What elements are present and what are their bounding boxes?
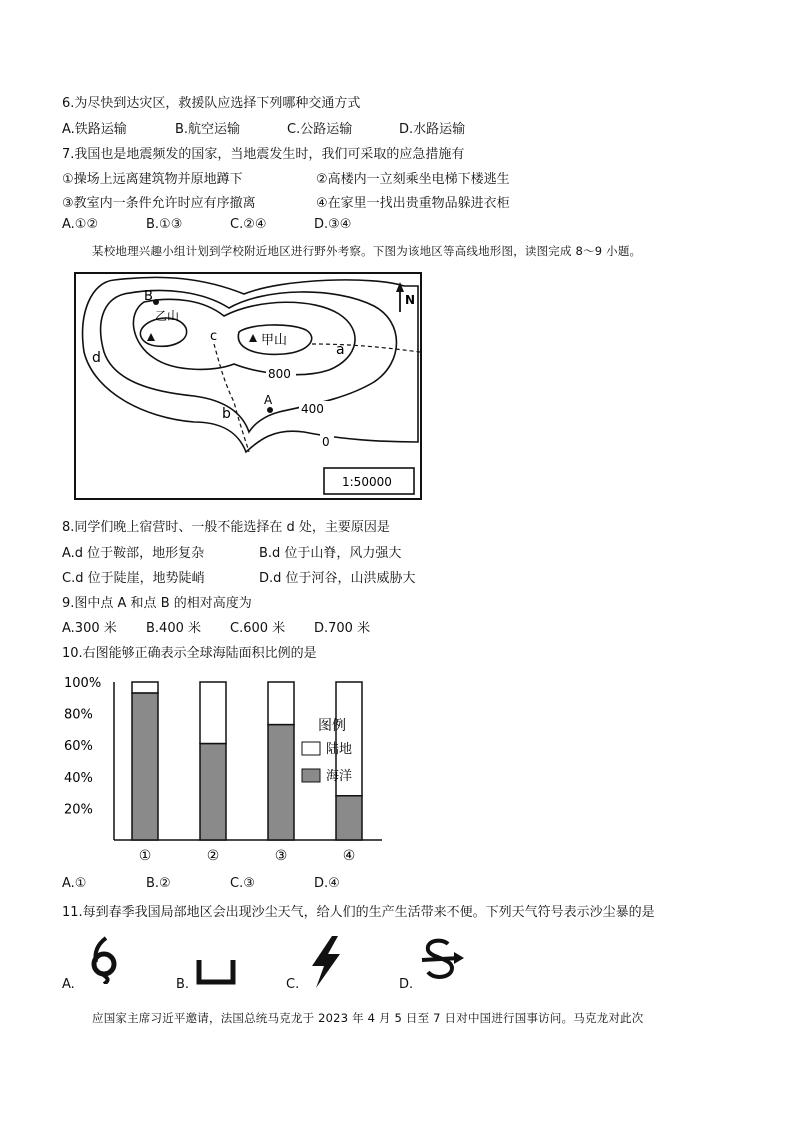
typhoon-icon	[84, 934, 124, 984]
q7-option-a[interactable]: A.①②	[62, 217, 99, 232]
intro-8-9: 某校地理兴趣小组计划到学校附近地区进行野外考察。下图为该地区等高线地形图，读图完成 8～9 小题。	[92, 244, 642, 258]
y-tick-label: 20%	[64, 802, 93, 818]
q7-statement-3: ③教室内一条件允许时应有序撤离	[62, 196, 256, 211]
q11-option-b[interactable]: B.	[176, 977, 190, 992]
q8-option-d[interactable]: D.d 位于河谷，山洪威胁大	[259, 571, 416, 586]
category-label: ③	[274, 848, 288, 864]
q11-option-a[interactable]: A.	[62, 977, 75, 992]
q7-option-d[interactable]: D.③④	[314, 217, 352, 232]
bar-land	[268, 682, 294, 725]
contour-label-0: 0	[322, 435, 330, 449]
bar-land	[200, 682, 226, 744]
north-label: N	[405, 293, 416, 307]
q9-option-d[interactable]: D.700 米	[314, 621, 371, 636]
point-b-marker	[153, 299, 159, 305]
q11-option-c[interactable]: C.	[286, 977, 300, 992]
label-b: b	[222, 406, 231, 422]
legend-label-ocean: 海洋	[326, 769, 353, 784]
q7-statement-2: ②高楼内一立刻乘坐电梯下楼逃生	[316, 172, 510, 187]
y-tick-label: 40%	[64, 770, 93, 786]
point-b-label: B	[144, 289, 153, 304]
q6-option-b[interactable]: B.航空运输	[175, 122, 241, 137]
bar-ocean	[200, 744, 226, 840]
label-d: d	[92, 350, 101, 366]
q8-option-c[interactable]: C.d 位于陡崖，地势陡峭	[62, 571, 205, 586]
legend-swatch-ocean	[302, 769, 320, 782]
q8-option-a[interactable]: A.d 位于鞍部，地形复杂	[62, 546, 205, 561]
bar-ocean	[336, 796, 362, 840]
label-c: c	[210, 329, 218, 344]
q6-option-d[interactable]: D.水路运输	[399, 122, 466, 137]
q11-option-d[interactable]: D.	[399, 977, 414, 992]
legend-label-land: 陆地	[326, 742, 353, 757]
snow-cover-icon	[194, 958, 238, 988]
footer-text: 应国家主席习近平邀请，法国总统马克龙于 2023 年 4 月 5 日至 7 日对中国进行国事访问。马克龙对此次	[92, 1011, 644, 1025]
q9-stem: 9.图中点 A 和点 B 的相对高度为	[62, 596, 252, 611]
thunder-icon	[306, 934, 346, 990]
y-tick-label: 100%	[64, 676, 102, 691]
q9-option-c[interactable]: C.600 米	[230, 621, 286, 636]
q6-stem: 6.为尽快到达灾区，救援队应选择下列哪种交通方式	[62, 96, 361, 111]
category-label: ②	[206, 848, 220, 864]
q6-option-c[interactable]: C.公路运输	[287, 122, 353, 137]
y-tick-label: 60%	[64, 739, 93, 755]
q6-option-a[interactable]: A.铁路运输	[62, 122, 127, 137]
y-tick-label: 80%	[64, 707, 93, 723]
q7-statement-4: ④在家里一找出贵重物品躲进衣柜	[316, 196, 510, 211]
q7-statement-1: ①操场上远离建筑物并原地蹲下	[62, 172, 243, 187]
q10-option-d[interactable]: D.④	[314, 876, 340, 891]
q11-stem: 11.每到春季我国局部地区会出现沙尘天气，给人们的生产生活带来不便。下列天气符号表示沙尘暴的是	[62, 905, 655, 920]
label-a: a	[336, 342, 345, 358]
q8-stem: 8.同学们晚上宿营时、一般不能选择在 d 处，主要原因是	[62, 520, 390, 535]
land-sea-bar-chart	[62, 670, 382, 868]
point-a-label: A	[264, 393, 273, 407]
legend-swatch-land	[302, 742, 320, 755]
category-label: ④	[342, 848, 356, 864]
q9-option-b[interactable]: B.400 米	[146, 621, 201, 636]
bar-ocean	[268, 725, 294, 840]
peak-left-label: 乙山	[155, 309, 180, 323]
category-label: ①	[138, 848, 152, 864]
q10-option-a[interactable]: A.①	[62, 876, 87, 891]
q10-option-c[interactable]: C.③	[230, 876, 255, 891]
legend-title: 图例	[318, 718, 346, 734]
scale-label: 1:50000	[342, 475, 392, 489]
q8-option-b[interactable]: B.d 位于山脊，风力强大	[259, 546, 402, 561]
q7-option-b[interactable]: B.①③	[146, 217, 183, 232]
bar-ocean	[132, 693, 158, 840]
bar-land	[132, 682, 158, 693]
sandstorm-icon	[418, 938, 466, 984]
q7-stem: 7.我国也是地震频发的国家，当地震发生时，我们可采取的应急措施有	[62, 147, 465, 162]
q7-option-c[interactable]: C.②④	[230, 217, 267, 232]
point-a-marker	[267, 407, 273, 413]
topographic-map	[74, 272, 422, 500]
contour-label-400: 400	[301, 402, 324, 416]
q9-option-a[interactable]: A.300 米	[62, 621, 117, 636]
contour-label-800: 800	[268, 367, 291, 381]
q10-option-b[interactable]: B.②	[146, 876, 171, 891]
q10-stem: 10.右图能够正确表示全球海陆面积比例的是	[62, 646, 317, 661]
peak-right-label: 甲山	[261, 333, 288, 348]
